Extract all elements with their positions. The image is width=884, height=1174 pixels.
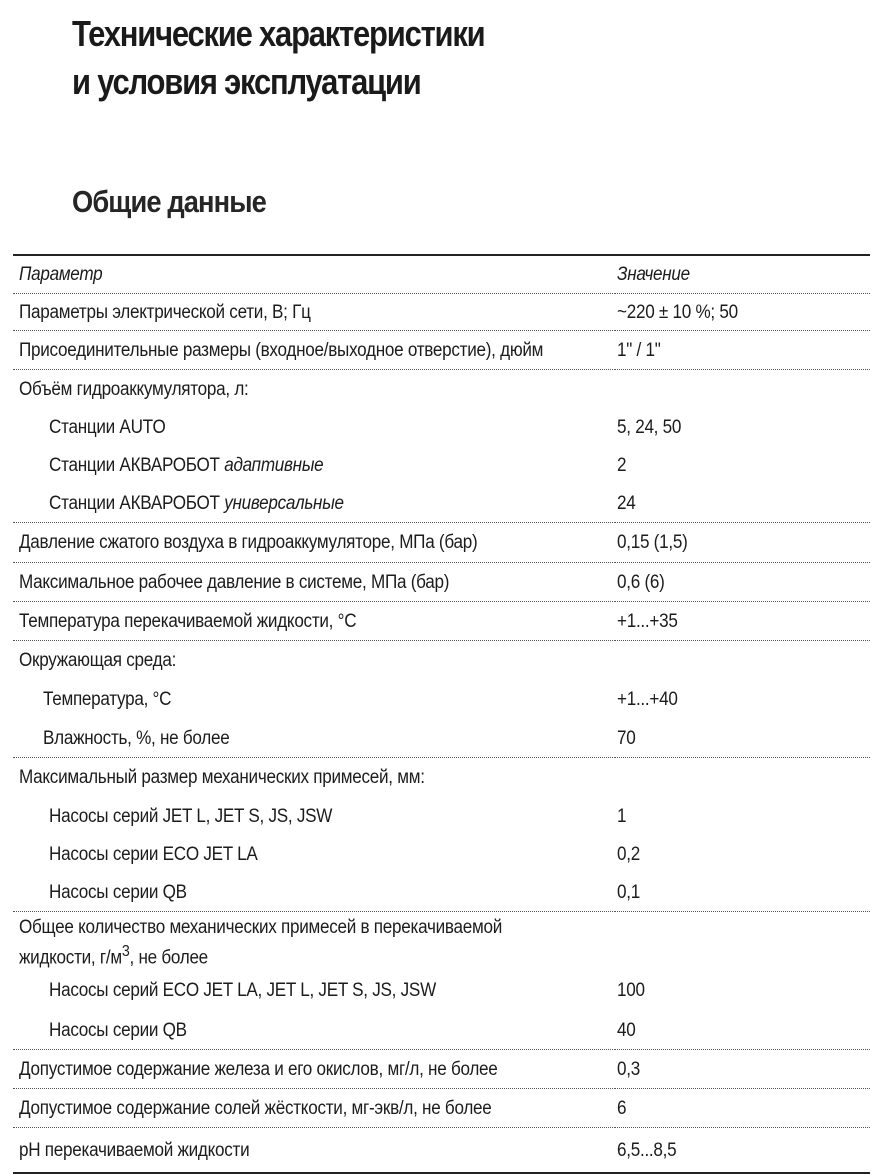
table-row <box>13 408 870 446</box>
row-param: Влажность, %, не более <box>13 719 615 758</box>
title-line-2: и условия эксплуатации <box>72 61 421 102</box>
row-value: 1" / 1" <box>615 331 870 370</box>
row-value: 5, 24, 50 <box>617 416 682 438</box>
table-row-group-heading <box>13 641 870 681</box>
table-row <box>13 1050 870 1089</box>
row-param: Станции АКВАРОБОТ универсальные <box>13 484 615 523</box>
row-param: Допустимое содержание солей жёсткости, мг-экв/л, не более <box>13 1089 615 1128</box>
row-value: 0,2 <box>617 843 640 865</box>
table-row <box>13 719 870 758</box>
row-value: +1...+40 <box>617 689 678 710</box>
row-value: 2 <box>617 454 627 476</box>
table-row <box>13 602 870 641</box>
row-param: Параметры электрической сети, В; Гц <box>13 294 615 331</box>
row-value: 24 <box>615 484 870 523</box>
table-row <box>13 1011 870 1050</box>
row-param: Насосы серии QB <box>13 1011 615 1050</box>
header-param: Параметр <box>13 255 615 294</box>
row-param: Станции АКВАРОБОТ адаптивные <box>49 454 324 476</box>
row-param: Температура, °С <box>43 689 172 710</box>
row-value: 6 <box>615 1089 870 1128</box>
row-value: 0,6 (6) <box>615 563 870 602</box>
row-value: 100 <box>617 980 645 1002</box>
table-row <box>13 1128 870 1174</box>
spec-table <box>13 254 870 1174</box>
table-header-row <box>13 255 870 294</box>
table-row <box>13 331 870 370</box>
section-title: Общие данные <box>72 184 266 219</box>
table-row-group-heading <box>13 758 870 798</box>
table-row <box>13 835 870 873</box>
header-value: Значение <box>615 255 870 294</box>
table-row <box>13 680 870 719</box>
row-value: ~220 ± 10 %; 50 <box>615 294 870 331</box>
row-param: Присоединительные размеры (входное/выходное отверстие), дюйм <box>13 331 615 370</box>
row-value: 6,5...8,5 <box>615 1128 870 1174</box>
row-param: Станции AUTO <box>49 416 166 438</box>
row-param: Давление сжатого воздуха в гидроаккумуляторе, МПа (бар) <box>13 523 615 563</box>
table-row <box>13 294 870 331</box>
row-param: Температура перекачиваемой жидкости, °С <box>13 602 615 641</box>
row-value: 0,3 <box>615 1050 870 1089</box>
table-row <box>13 797 870 835</box>
row-value: 1 <box>617 805 627 827</box>
row-value: 70 <box>615 719 870 758</box>
table-row-group-heading <box>13 370 870 409</box>
row-value <box>615 641 870 681</box>
table-row <box>13 970 870 1011</box>
row-param: Объём гидроаккумулятора, л: <box>19 378 249 400</box>
row-value <box>615 912 870 971</box>
row-param: Общее количество механических примесей в перекачиваемой жидкости, $г/м^3$, не более <box>19 917 503 969</box>
table-row <box>13 523 870 563</box>
table-row <box>13 1089 870 1128</box>
table-row <box>13 563 870 602</box>
row-value: 40 <box>615 1011 870 1050</box>
row-param: Насосы серии ECO JET LA <box>49 843 258 865</box>
title-line-1: Технические характеристики <box>72 13 485 54</box>
row-param: Насосы серий JET L, JET S, JS, JSW <box>49 805 333 827</box>
row-param: Окружающая среда: <box>19 650 177 671</box>
table-row <box>13 484 870 523</box>
row-param: Максимальный размер механических примесей, мм: <box>19 767 425 788</box>
table-row <box>13 873 870 912</box>
table-row <box>13 446 870 484</box>
page-title <box>72 10 485 106</box>
row-param: Допустимое содержание железа и его окислов, мг/л, не более <box>13 1050 615 1089</box>
row-value <box>615 370 870 409</box>
row-value: 0,1 <box>615 873 870 912</box>
row-param: Насосы серий ECO JET LA, JET L, JET S, JS, JSW <box>49 980 436 1002</box>
row-param: pH перекачиваемой жидкости <box>13 1128 615 1174</box>
row-param: Максимальное рабочее давление в системе, МПа (бар) <box>13 563 615 602</box>
row-value: +1...+35 <box>615 602 870 641</box>
row-value: 0,15 (1,5) <box>615 523 870 563</box>
table-row-group-heading <box>13 912 870 971</box>
row-param: Насосы серии QB <box>13 873 615 912</box>
row-value <box>615 758 870 798</box>
